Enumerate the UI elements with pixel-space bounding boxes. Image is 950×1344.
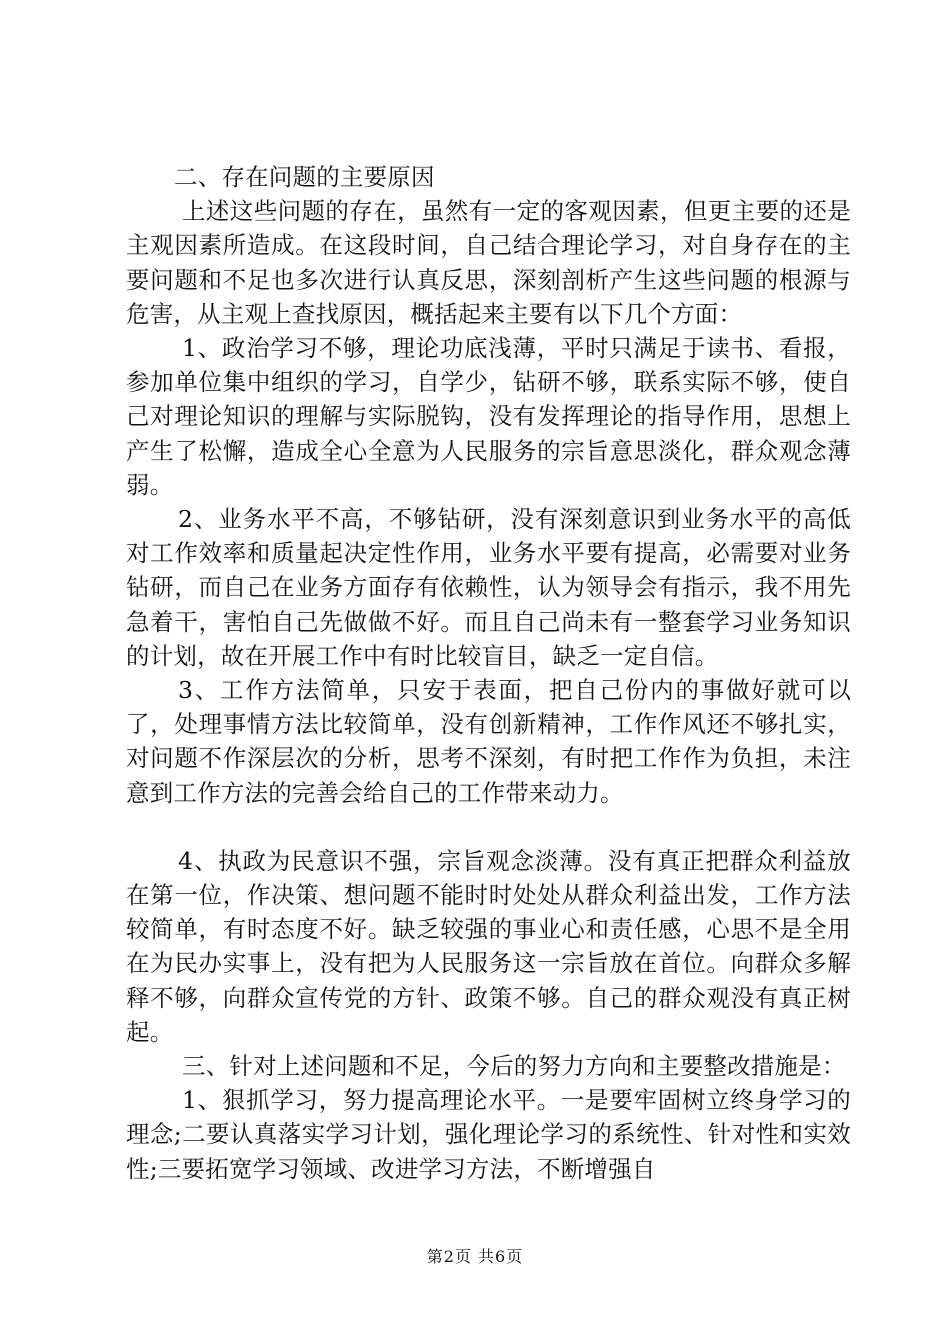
section-heading-measures: 三、针对上述问题和不足，今后的努力方向和主要整改措施是： [182,1052,846,1081]
section-heading-causes: 二、存在问题的主要原因 [174,163,435,191]
paragraph-item-2: 2、业务水平不高，不够钻研，没有深刻意识到业务水平的高低对工作效率和质量起决定性作用，业务水平要有提高，必需要对业务钻研，而自己在业务方面存有依赖性，认为领导会有指示，我不用先急着干，害怕自己先做做不好。而且自己尚未有一整套学习业务知识的计划，故在开展工作中有时比较盲目，缺乏一定自信。 [126,505,851,670]
paragraph-item-1: 1、政治学习不够，理论功底浅薄，平时只满足于读书、看报，参加单位集中组织的学习，自学少，钻研不够，联系实际不够，使自己对理论知识的理解与实际脱钩，没有发挥理论的指导作用，思想上产生了松懈，造成全心全意为人民服务的宗旨意思淡化，群众观念薄弱。 [126,334,851,499]
paragraph-measure-1: 1、狠抓学习，努力提高理论水平。一是要牢固树立终身学习的理念;二要认真落实学习计划，强化理论学习的系统性、针对性和实效性;三要拓宽学习领域、改进学习方法，不断增强自 [126,1086,851,1183]
page-footer: 第2页 共6页 [426,1247,524,1266]
body-text [126,160,851,1186]
paragraph-intro: 上述这些问题的存在，虽然有一定的客观因素，但更主要的还是主观因素所造成。在这段时间，自己结合理论学习，对自身存在的主要问题和不足也多次进行认真反思，深刻剖析产生这些问题的根源与危害，从主观上查找原因，概括起来主要有以下几个方面： [126,197,851,328]
paragraph-item-3: 3、工作方法简单，只安于表面，把自己份内的事做好就可以了，处理事情方法比较简单，没有创新精神，工作作风还不够扎实，对问题不作深层次的分析，思考不深刻，有时把工作作为负担，未注意到工作方法的完善会给自己的工作带来动力。 [126,676,851,807]
paragraph-item-4: 4、执政为民意识不强，宗旨观念淡薄。没有真正把群众利益放在第一位，作决策、想问题不能时时处处从群众利益出发，工作方法较简单，有时态度不好。缺乏较强的事业心和责任感，心思不是全用在为民办实事上，没有把为人民服务这一宗旨放在首位。向群众多解释不够，向群众宣传党的方针、政策不够。自己的群众观没有真正树起。 [126,846,851,1046]
paragraph-gap [126,810,851,844]
